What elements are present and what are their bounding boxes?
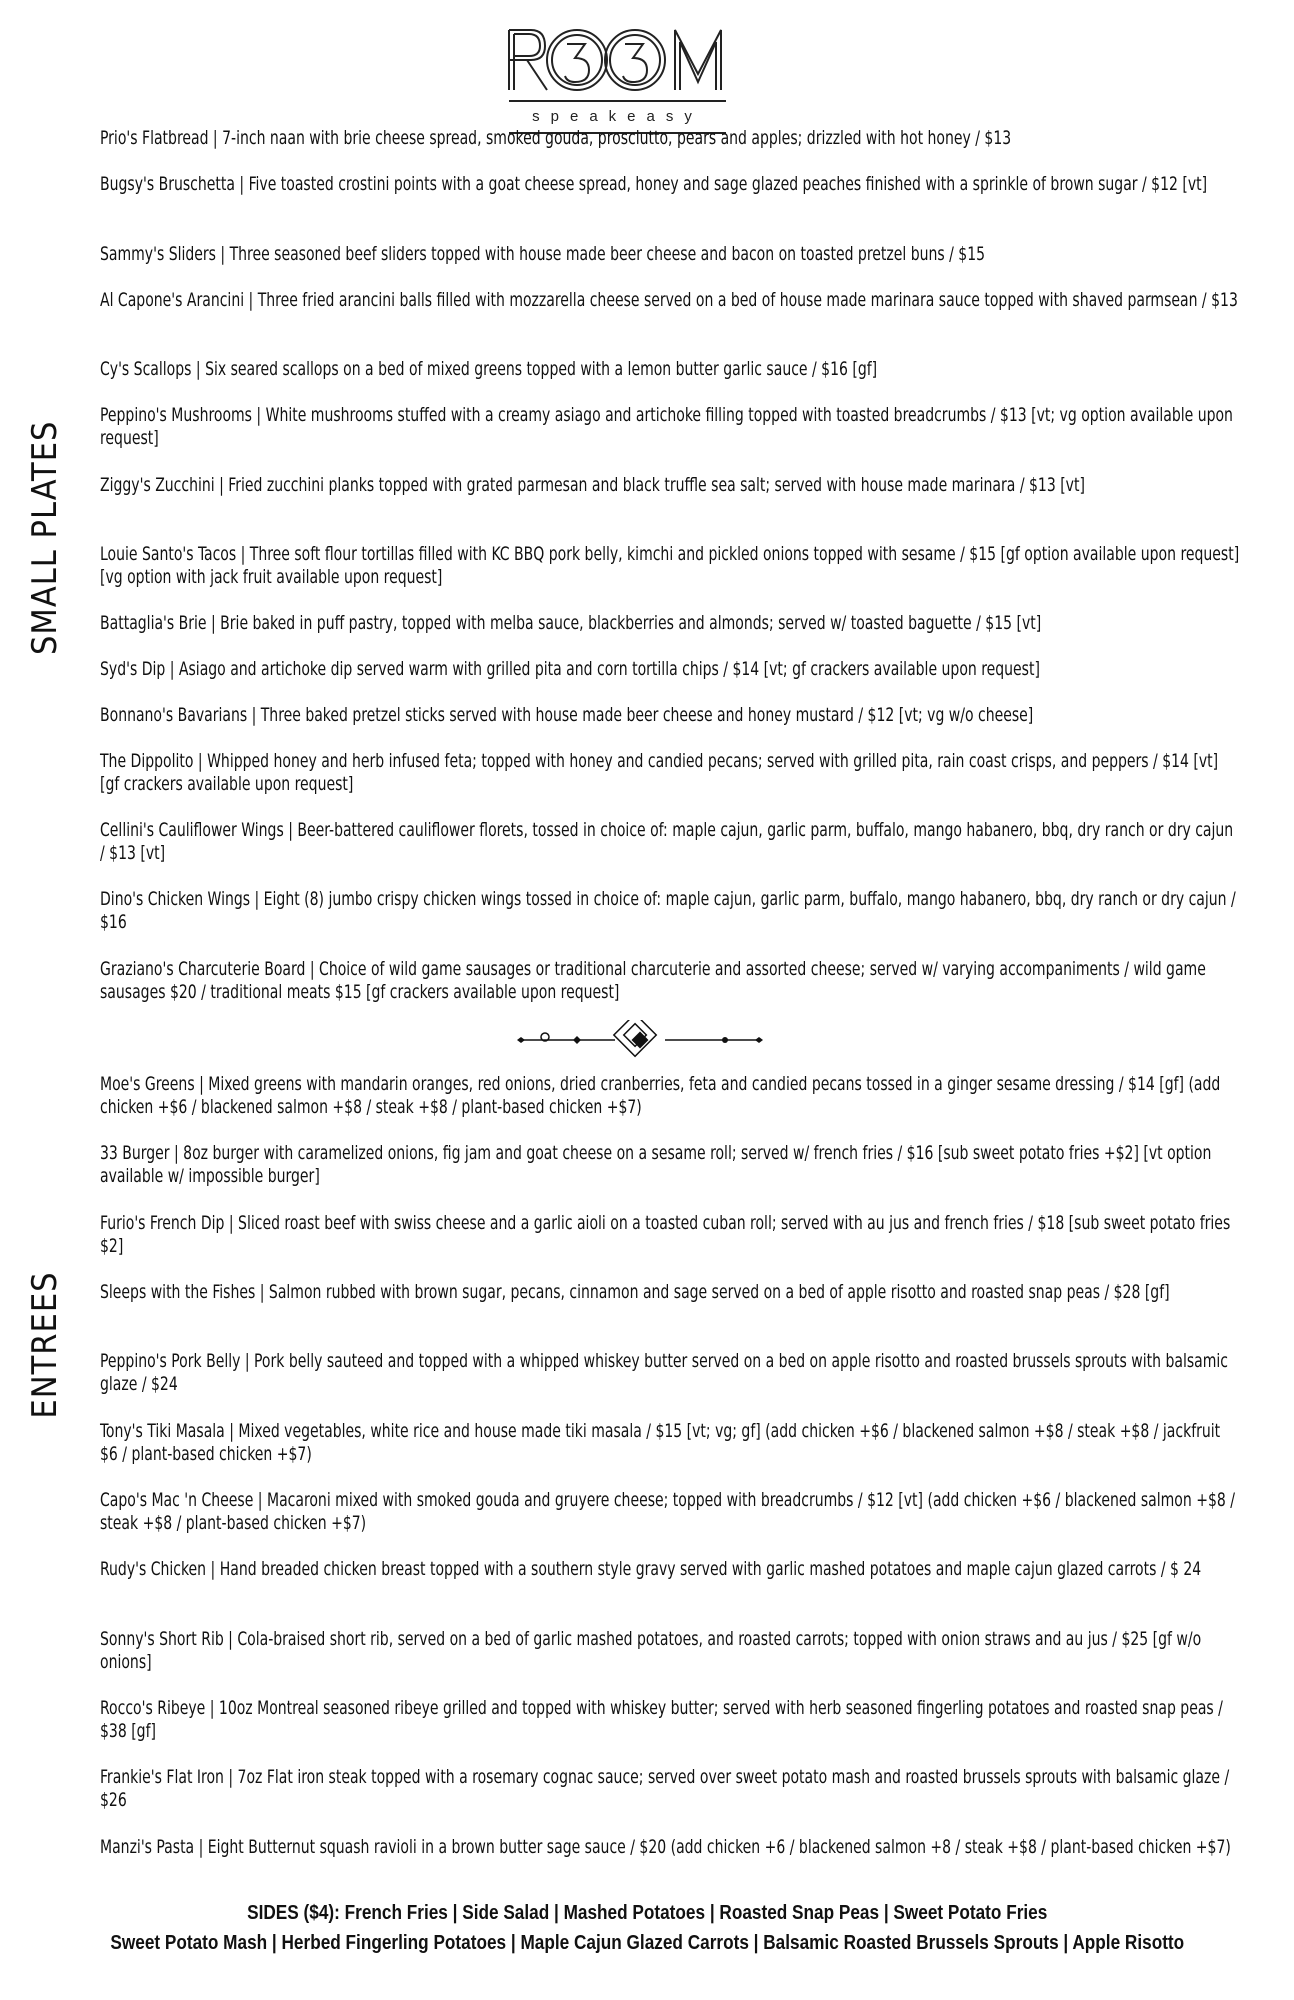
menu-item: The Dippolito | Whipped honey and herb infused feta; topped with honey and candied pecans; served with grilled pita, rain coast crisps, and peppers / $14 [vt] [gf crackers available upon request]: [100, 750, 1219, 795]
menu-item: Peppino's Mushrooms | White mushrooms stuffed with a creamy asiago and artichoke filling topped with toasted breadcrumbs / $13 [vt; vg option available upon request]: [100, 404, 1233, 449]
sides-line-1: SIDES ($4): French Fries | Side Salad | Mashed Potatoes | Roasted Snap Peas | Sweet Potato Fries: [246, 1902, 1048, 1924]
menu-item: Dino's Chicken Wings | Eight (8) jumbo crispy chicken wings tossed in choice of: maple cajun, garlic parm, buffalo, mango habanero, bbq, dry ranch or dry cajun / $16: [100, 888, 1236, 933]
menu-item: Capo's Mac 'n Cheese | Macaroni mixed with smoked gouda and gruyere cheese; topped with breadcrumbs / $12 [vt] (add chicken +$6 / blackened salmon +$8 / steak +$8 / plant-based chicken +$7): [100, 1489, 1235, 1534]
menu-item: Manzi's Pasta | Eight Butternut squash ravioli in a brown butter sage sauce / $20 (add chicken +6 / blackened salmon +8 / steak +$8 / plant-based chicken +$7): [100, 1836, 1231, 1858]
menu-item: Al Capone's Arancini | Three fried arancini balls filled with mozzarella cheese served on a bed of house made marinara sauce topped with shaved parmsean / $13: [100, 289, 1238, 311]
menu-item: Sleeps with the Fishes | Salmon rubbed with brown sugar, pecans, cinnamon and sage served on a bed of apple risotto and roasted snap peas / $28 [gf]: [100, 1281, 1170, 1303]
menu-item: Furio's French Dip | Sliced roast beef with swiss cheese and a garlic aioli on a toasted cuban roll; served with au jus and french fries / $18 [sub sweet potato fries $2]: [100, 1212, 1231, 1257]
menu-item: Graziano's Charcuterie Board | Choice of wild game sausages or traditional charcuterie and assorted cheese; served w/ varying accompaniments / wild game sausages $20 / traditional meats $15 [gf crackers available upon request]: [100, 958, 1206, 1003]
menu-item: Cellini's Cauliflower Wings | Beer-battered cauliflower florets, tossed in choice of: maple cajun, garlic parm, buffalo, mango habanero, bbq, dry ranch or dry cajun / $13 [vt]: [100, 819, 1234, 864]
menu-item: Bonnano's Bavarians | Three baked pretzel sticks served with house made beer cheese and honey mustard / $12 [vt; vg w/o cheese]: [100, 704, 1034, 726]
menu-item: Ziggy's Zucchini | Fried zucchini planks topped with grated parmesan and black truffle sea salt; served with house made marinara / $13 [vt]: [100, 474, 1085, 496]
menu-item: Cy's Scallops | Six seared scallops on a bed of mixed greens topped with a lemon butter garlic sauce / $16 [gf]: [100, 358, 878, 380]
section-divider-ornament: [515, 1020, 765, 1060]
menu-item: Tony's Tiki Masala | Mixed vegetables, white rice and house made tiki masala / $15 [vt; vg; gf] (add chicken +$6 / blackened salmon +$8 / steak +$8 / jackfruit $6 / plant-based chicken +$7): [100, 1420, 1221, 1465]
menu-item: Frankie's Flat Iron | 7oz Flat iron steak topped with a rosemary cognac sauce; served over sweet potato mash and roasted brussels sprouts with balsamic glaze / $26: [100, 1766, 1230, 1811]
logo-mark: [505, 24, 730, 102]
menu-item: Louie Santo's Tacos | Three soft flour tortillas filled with KC BBQ pork belly, kimchi and pickled onions topped with sesame / $15 [gf option available upon request] [vg option with jack fruit available upon request]: [100, 543, 1240, 588]
menu-item: Prio's Flatbread | 7-inch naan with brie cheese spread, smoked gouda, prosciutto, pears and apples; drizzled with hot honey / $13: [100, 127, 1012, 149]
menu-item: Battaglia's Brie | Brie baked in puff pastry, topped with melba sauce, blackberries and almonds; served w/ toasted baguette / $15 [vt]: [100, 612, 1042, 634]
menu-item: Sonny's Short Rib | Cola-braised short rib, served on a bed of garlic mashed potatoes, and roasted carrots; topped with onion straws and au jus / $25 [gf w/o onions]: [100, 1628, 1202, 1673]
logo-rule-top: [509, 100, 726, 102]
sides-line-2: Sweet Potato Mash | Herbed Fingerling Potatoes | Maple Cajun Glazed Carrots | Balsamic Roasted Brussels Sprouts | Apple Risotto: [110, 1932, 1184, 1954]
section-label-entrees: ENTREES: [25, 1271, 65, 1419]
section-label-small-plates: SMALL PLATES: [25, 420, 65, 655]
sides-section: [0, 1898, 1294, 1958]
menu-item: 33 Burger | 8oz burger with caramelized onions, fig jam and goat cheese on a sesame roll; served w/ french fries / $16 [sub sweet potato fries +$2] [vt option available w/ impossible burger]: [100, 1142, 1212, 1187]
menu-item: Bugsy's Bruschetta | Five toasted crostini points with a goat cheese spread, honey and sage glazed peaches finished with a sprinkle of brown sugar / $12 [vt]: [100, 173, 1208, 195]
menu-item: Moe's Greens | Mixed greens with mandarin oranges, red onions, dried cranberries, feta and candied pecans tossed in a ginger sesame dressing / $14 [gf] (add chicken +$6 / blackened salmon +$8 / steak +$8 / plant-based chicken +$7): [100, 1073, 1221, 1118]
logo: [505, 24, 730, 124]
menu-item: Rocco's Ribeye | 10oz Montreal seasoned ribeye grilled and topped with whiskey butter; served with herb seasoned fingerling potatoes and roasted snap peas / $38 [gf]: [100, 1697, 1223, 1742]
menu-item: Peppino's Pork Belly | Pork belly sauteed and topped with a whipped whiskey butter served on a bed on apple risotto and roasted brussels sprouts with balsamic glaze / $24: [100, 1350, 1229, 1395]
menu-item: Sammy's Sliders | Three seasoned beef sliders topped with house made beer cheese and bacon on toasted pretzel buns / $15: [100, 243, 986, 265]
logo-subtitle: speakeasy: [532, 108, 703, 125]
menu-item: Syd's Dip | Asiago and artichoke dip served warm with grilled pita and corn tortilla chips / $14 [vt; gf crackers available upon request]: [100, 658, 1040, 680]
menu-item: Rudy's Chicken | Hand breaded chicken breast topped with a southern style gravy served with garlic mashed potatoes and maple cajun glazed carrots / $ 24: [100, 1558, 1202, 1580]
